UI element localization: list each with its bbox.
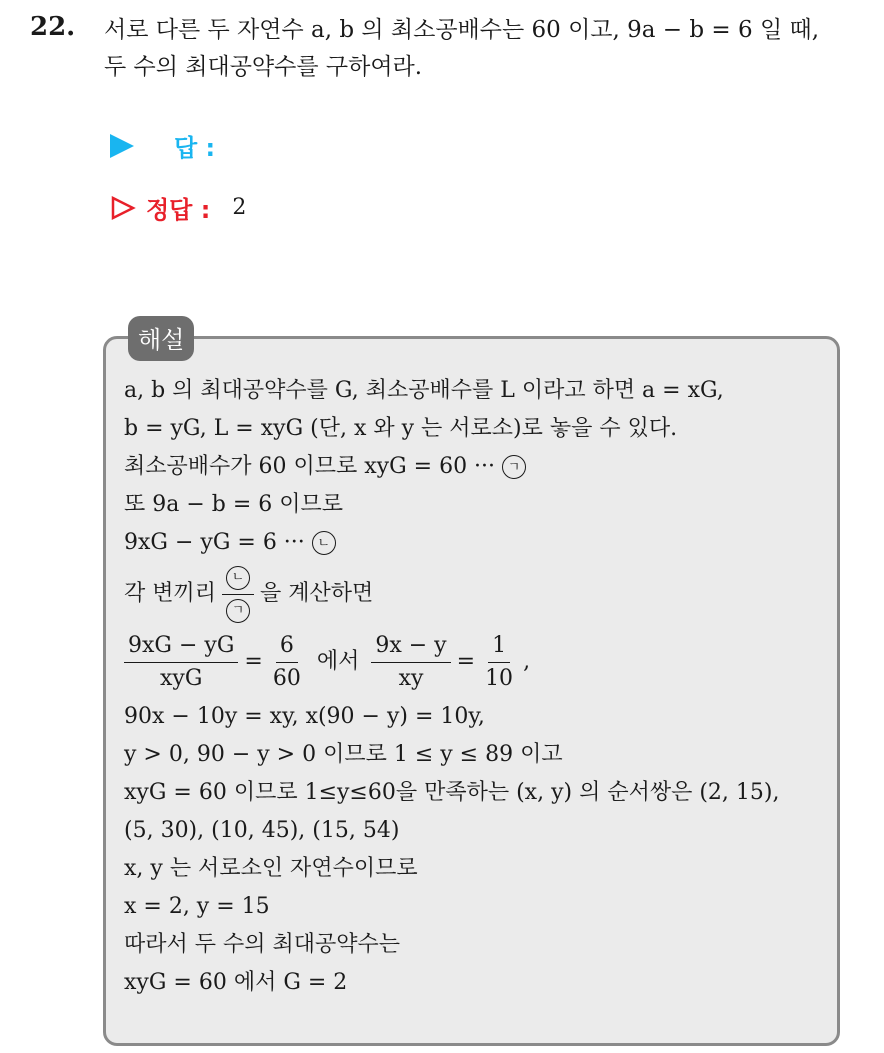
solution-line: 또 9a − b = 6 이므로 (124, 492, 344, 517)
solution-line: (5, 30), (10, 45), (15, 54) (124, 818, 400, 843)
equals-sign: = (456, 649, 476, 674)
solution-line: xyG = 60 이므로 1≤y≤60을 만족하는 (x, y) 의 순서쌍은 (2, 15), (124, 780, 780, 805)
fraction (481, 632, 517, 693)
circled-nieun-symbol: ㄴ (312, 531, 336, 555)
problem-text (104, 12, 874, 86)
circled-nieun-symbol: ㄴ (226, 566, 250, 590)
solution-line: 90x − 10y = xy, x(90 − y) = 10y, (124, 704, 485, 729)
solution-line: 따라서 두 수의 최대공약수는 (124, 932, 401, 957)
fraction-numerator: 9xG − yG (124, 632, 238, 663)
fraction (371, 632, 450, 693)
comma: , (523, 649, 531, 674)
fraction-denominator: xy (398, 665, 424, 691)
fraction (124, 632, 238, 693)
solution-line: xyG = 60 에서 G = 2 (124, 970, 348, 995)
problem-line-2: 두 수의 최대공약수를 구하여라. (104, 54, 423, 80)
correct-answer-value: 2 (232, 195, 247, 220)
solution-line: a, b 의 최대공약수를 G, 최소공배수를 L 이라고 하면 a = xG, (124, 378, 724, 403)
fraction-denominator: 10 (485, 665, 514, 691)
solution-text: 9xG − yG = 6 ··· (124, 530, 305, 555)
problem-line-1: 서로 다른 두 자연수 a, b 의 최소공배수는 60 이고, 9a − b = 6 일 때, (104, 17, 819, 43)
problem-number: 22. (30, 12, 76, 42)
solution-tag: 해설 (128, 316, 194, 361)
fraction (269, 632, 305, 693)
answer-label: 답 : (174, 134, 216, 162)
solution-text: 각 변끼리 (124, 581, 217, 606)
correct-answer-label: 정답 : (146, 196, 211, 224)
solution-line: b = yG, L = xyG (단, x 와 y 는 서로소)로 놓을 수 있다. (124, 416, 678, 441)
play-outline-icon (110, 195, 136, 221)
equals-sign: = (244, 649, 263, 674)
solution-line (124, 448, 834, 486)
circled-giyeok-symbol: ㄱ (502, 455, 526, 479)
solution-text: 최소공배수가 60 이므로 xyG = 60 ··· (124, 454, 496, 479)
solution-line: y > 0, 90 − y > 0 이므로 1 ≤ y ≤ 89 이고 (124, 742, 563, 767)
fraction-denominator: 60 (272, 665, 301, 691)
answer-row (110, 128, 215, 163)
correct-answer-row (110, 190, 246, 225)
play-filled-icon (110, 134, 134, 158)
fraction-numerator: 1 (488, 632, 510, 663)
solution-line: x, y 는 서로소인 자연수이므로 (124, 856, 418, 881)
solution-text: 을 계산하면 (260, 581, 374, 606)
fraction-numerator: 6 (276, 632, 298, 663)
solution-line (124, 562, 834, 626)
solution-text: 에서 (316, 649, 360, 674)
solution-line: x = 2, y = 15 (124, 894, 270, 919)
solution-line (124, 626, 834, 698)
circled-giyeok-symbol: ㄱ (226, 599, 250, 623)
fraction-numerator: 9x − y (371, 632, 450, 663)
solution-body (124, 372, 834, 1002)
solution-line (124, 524, 834, 562)
circle-fraction (222, 564, 254, 625)
fraction-denominator: xyG (159, 665, 203, 691)
